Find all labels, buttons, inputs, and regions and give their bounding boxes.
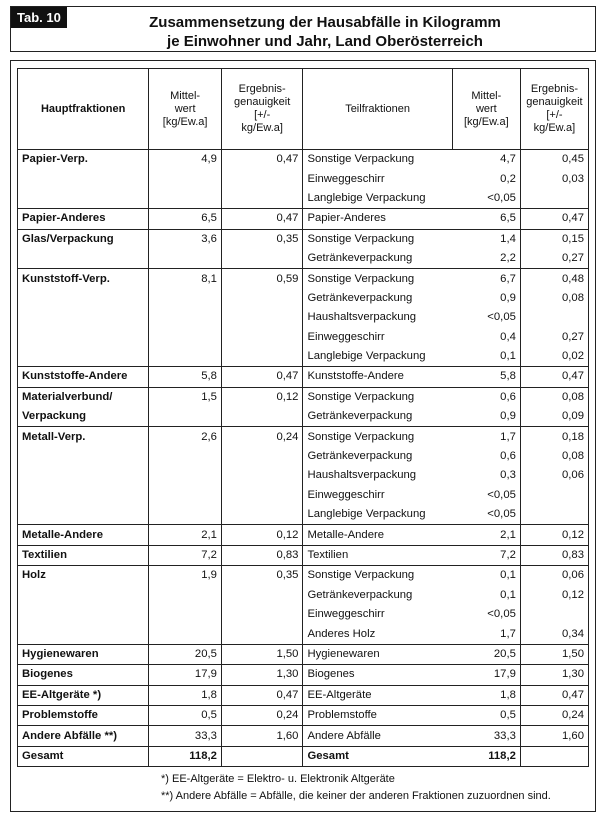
sub-mean-cell: 0,9: [452, 289, 520, 308]
col-genauigkeit-main: Ergebnis- genauigkeit [+/- kg/Ew.a]: [221, 69, 303, 150]
main-mean-cell: [149, 486, 222, 505]
table-row: [18, 229, 589, 249]
sub-mean-cell: 33,3: [452, 726, 520, 746]
main-mean-cell: [149, 586, 222, 605]
main-accuracy-cell: 0,47: [221, 367, 303, 387]
main-mean-cell: 8,1: [149, 269, 222, 289]
sub-accuracy-cell: [520, 505, 588, 525]
title-line-2: je Einwohner und Jahr, Land Oberösterreich: [167, 33, 483, 50]
main-accuracy-cell: 0,47: [221, 150, 303, 170]
main-fraction-cell: [18, 189, 149, 209]
main-fraction-cell: Papier-Anderes: [18, 209, 149, 229]
sub-mean-cell: 2,2: [452, 249, 520, 269]
table-row: [18, 249, 589, 269]
sub-mean-cell: 1,7: [452, 624, 520, 644]
main-accuracy-cell: [221, 249, 303, 269]
table-row: [18, 209, 589, 229]
sub-accuracy-cell: 0,08: [520, 387, 588, 407]
sub-mean-cell: 4,7: [452, 150, 520, 170]
table-row: [18, 447, 589, 466]
main-mean-cell: [149, 466, 222, 485]
sub-accuracy-cell: 0,48: [520, 269, 588, 289]
main-mean-cell: 1,8: [149, 685, 222, 705]
footnote-2: **) Andere Abfälle = Abfälle, die keiner der anderen Fraktionen zuzuordnen sind.: [161, 790, 551, 802]
main-mean-cell: 33,3: [149, 726, 222, 746]
main-mean-cell: [149, 169, 222, 188]
main-fraction-cell: [18, 289, 149, 308]
main-accuracy-cell: 0,12: [221, 387, 303, 407]
waste-composition-table: [17, 68, 589, 767]
table-row: [18, 505, 589, 525]
main-mean-cell: 2,1: [149, 525, 222, 545]
sub-fraction-cell: Haushaltsverpackung: [307, 311, 417, 324]
main-mean-cell: 3,6: [149, 229, 222, 249]
main-fraction-cell: EE-Altgeräte *): [18, 685, 149, 705]
sub-accuracy-cell: 0,08: [520, 447, 588, 466]
main-mean-cell: 0,5: [149, 705, 222, 725]
sub-accuracy-cell: 0,06: [520, 466, 588, 485]
table-row: [18, 624, 589, 644]
main-mean-cell: [149, 347, 222, 367]
sub-fraction-cell: Getränkeverpackung: [307, 291, 413, 304]
sub-accuracy-cell: 0,03: [520, 169, 588, 188]
sub-accuracy-cell: 0,18: [520, 427, 588, 447]
sub-mean-cell: 7,2: [452, 545, 520, 565]
total-row: [18, 746, 589, 766]
main-fraction-cell: Metalle-Andere: [18, 525, 149, 545]
sub-mean-cell: 0,1: [452, 347, 520, 367]
table-row: [18, 586, 589, 605]
main-accuracy-cell: [221, 466, 303, 485]
sub-fraction-cell: Getränkeverpackung: [307, 450, 413, 463]
sub-fraction-cell: Sonstige Verpackung: [303, 566, 452, 586]
main-mean-cell: [149, 289, 222, 308]
table-header-box: [10, 6, 596, 52]
sub-mean-cell: 0,1: [452, 586, 520, 605]
sub-mean-cell: 0,2: [452, 169, 520, 188]
sub-accuracy-cell: 0,47: [520, 367, 588, 387]
main-accuracy-cell: 1,30: [221, 665, 303, 685]
main-accuracy-cell: [221, 169, 303, 188]
sub-mean-cell: <0,05: [452, 189, 520, 209]
table-row: [18, 150, 589, 170]
main-fraction-cell: Metall-Verp.: [18, 427, 149, 447]
sub-mean-cell: 17,9: [452, 665, 520, 685]
main-accuracy-cell: 0,35: [221, 566, 303, 586]
sub-fraction-cell: EE-Altgeräte: [303, 685, 452, 705]
sub-accuracy-cell: [520, 189, 588, 209]
main-mean-cell: 1,9: [149, 566, 222, 586]
table-row: [18, 486, 589, 505]
table-row: [18, 525, 589, 545]
main-mean-cell: [149, 249, 222, 269]
main-accuracy-cell: [221, 407, 303, 427]
main-accuracy-cell: [221, 586, 303, 605]
table-row: [18, 189, 589, 209]
sub-fraction-cell: Sonstige Verpackung: [303, 229, 452, 249]
main-mean-cell: [149, 407, 222, 427]
main-accuracy-cell: [221, 505, 303, 525]
main-fraction-cell: [18, 605, 149, 624]
table-number-label: Tab. 10: [11, 7, 67, 28]
total-accuracy-cell: [221, 746, 303, 766]
sub-accuracy-cell: 0,15: [520, 229, 588, 249]
main-fraction-cell: Glas/Verpackung: [18, 229, 149, 249]
main-accuracy-cell: [221, 289, 303, 308]
main-accuracy-cell: 0,59: [221, 269, 303, 289]
main-accuracy-cell: 0,47: [221, 685, 303, 705]
sub-accuracy-cell: 0,02: [520, 347, 588, 367]
main-accuracy-cell: [221, 605, 303, 624]
sub-fraction-cell: Einweggeschirr: [307, 488, 385, 501]
sub-mean-cell: 1,7: [452, 427, 520, 447]
sub-fraction-cell: Papier-Anderes: [303, 209, 452, 229]
main-accuracy-cell: 0,12: [221, 525, 303, 545]
sub-mean-cell: 0,9: [452, 407, 520, 427]
sub-accuracy-cell: 0,34: [520, 624, 588, 644]
sub-accuracy-cell: 0,83: [520, 545, 588, 565]
main-fraction-cell: [18, 586, 149, 605]
table-row: [18, 466, 589, 485]
main-accuracy-cell: 1,60: [221, 726, 303, 746]
table-title: [11, 13, 595, 51]
sub-accuracy-cell: 0,09: [520, 407, 588, 427]
main-accuracy-cell: [221, 328, 303, 347]
main-mean-cell: [149, 328, 222, 347]
table-row: [18, 308, 589, 327]
sub-accuracy-cell: 0,47: [520, 685, 588, 705]
main-mean-cell: [149, 447, 222, 466]
table-row: [18, 685, 589, 705]
col-mittelwert-main: Mittel- wert [kg/Ew.a]: [149, 69, 222, 150]
table-row: [18, 169, 589, 188]
sub-fraction-cell: Langlebige Verpackung: [307, 508, 426, 521]
total-sub-label-cell: Gesamt: [303, 746, 452, 766]
main-mean-cell: 7,2: [149, 545, 222, 565]
sub-mean-cell: 5,8: [452, 367, 520, 387]
footnote-1: *) EE-Altgeräte = Elektro- u. Elektronik Altgeräte: [161, 773, 395, 785]
table-row: [18, 566, 589, 586]
table-row: [18, 545, 589, 565]
main-fraction-cell: Kunststoffe-Andere: [18, 367, 149, 387]
main-fraction-cell: [18, 447, 149, 466]
sub-mean-cell: <0,05: [452, 308, 520, 327]
main-fraction-cell: [18, 624, 149, 644]
table-row: [18, 269, 589, 289]
sub-fraction-cell: Haushaltsverpackung: [307, 469, 417, 482]
table-header-row: [18, 69, 589, 150]
sub-accuracy-cell: 1,60: [520, 726, 588, 746]
sub-mean-cell: 6,5: [452, 209, 520, 229]
main-accuracy-cell: [221, 347, 303, 367]
main-fraction-cell: Hygienewaren: [18, 644, 149, 664]
sub-fraction-cell: Sonstige Verpackung: [303, 387, 452, 407]
sub-accuracy-cell: 0,47: [520, 209, 588, 229]
main-mean-cell: [149, 605, 222, 624]
sub-fraction-cell: Anderes Holz: [307, 627, 376, 640]
total-sub-mean-cell: 118,2: [452, 746, 520, 766]
sub-mean-cell: 0,5: [452, 705, 520, 725]
main-accuracy-cell: 0,24: [221, 427, 303, 447]
total-sub-accuracy-cell: [520, 746, 588, 766]
sub-fraction-cell: Sonstige Verpackung: [303, 150, 452, 170]
sub-mean-cell: 20,5: [452, 644, 520, 664]
sub-accuracy-cell: [520, 308, 588, 327]
main-fraction-cell: [18, 486, 149, 505]
main-accuracy-cell: 0,35: [221, 229, 303, 249]
footnotes: [161, 771, 551, 805]
sub-mean-cell: 0,6: [452, 387, 520, 407]
table-row: [18, 605, 589, 624]
col-hauptfraktionen: Hauptfraktionen: [18, 69, 149, 150]
sub-fraction-cell: Metalle-Andere: [303, 525, 452, 545]
sub-fraction-cell: Einweggeschirr: [307, 330, 385, 343]
title-line-1: Zusammensetzung der Hausabfälle in Kilogramm: [149, 14, 501, 31]
main-fraction-cell: Materialverbund/: [18, 387, 149, 407]
sub-fraction-cell: Getränkeverpackung: [307, 410, 413, 423]
main-accuracy-cell: [221, 308, 303, 327]
sub-accuracy-cell: 0,06: [520, 566, 588, 586]
sub-fraction-cell: Getränkeverpackung: [307, 588, 413, 601]
main-fraction-cell: [18, 308, 149, 327]
main-mean-cell: [149, 624, 222, 644]
sub-mean-cell: 1,4: [452, 229, 520, 249]
table-row: [18, 644, 589, 664]
sub-accuracy-cell: 0,24: [520, 705, 588, 725]
main-mean-cell: [149, 308, 222, 327]
main-accuracy-cell: [221, 447, 303, 466]
sub-accuracy-cell: 1,30: [520, 665, 588, 685]
main-accuracy-cell: 0,47: [221, 209, 303, 229]
main-fraction-cell: Problemstoffe: [18, 705, 149, 725]
main-fraction-cell: [18, 505, 149, 525]
table-row: [18, 427, 589, 447]
main-mean-cell: 6,5: [149, 209, 222, 229]
table-frame: [10, 60, 596, 812]
table-row: [18, 289, 589, 308]
main-fraction-cell: [18, 328, 149, 347]
main-fraction-cell: Holz: [18, 566, 149, 586]
sub-fraction-cell: Kunststoffe-Andere: [303, 367, 452, 387]
sub-fraction-cell: Langlebige Verpackung: [307, 350, 426, 363]
main-fraction-cell: Biogenes: [18, 665, 149, 685]
sub-mean-cell: 0,3: [452, 466, 520, 485]
sub-mean-cell: <0,05: [452, 505, 520, 525]
main-fraction-cell: [18, 169, 149, 188]
main-accuracy-cell: [221, 486, 303, 505]
main-mean-cell: 20,5: [149, 644, 222, 664]
sub-fraction-cell: Getränkeverpackung: [307, 252, 413, 265]
total-mean-cell: 118,2: [149, 746, 222, 766]
sub-accuracy-cell: [520, 605, 588, 624]
sub-accuracy-cell: 0,12: [520, 525, 588, 545]
sub-fraction-cell: Einweggeschirr: [307, 608, 385, 621]
main-fraction-cell: [18, 466, 149, 485]
main-mean-cell: [149, 505, 222, 525]
sub-mean-cell: 0,4: [452, 328, 520, 347]
sub-fraction-cell: Langlebige Verpackung: [307, 191, 426, 204]
table-row: [18, 347, 589, 367]
table-row: [18, 726, 589, 746]
table-body: [18, 150, 589, 767]
table-row: [18, 367, 589, 387]
main-fraction-cell: [18, 249, 149, 269]
sub-fraction-cell: Biogenes: [303, 665, 452, 685]
main-mean-cell: 17,9: [149, 665, 222, 685]
main-mean-cell: 1,5: [149, 387, 222, 407]
col-mittelwert-sub: Mittel- wert [kg/Ew.a]: [452, 69, 520, 150]
col-genauigkeit-sub: Ergebnis- genauigkeit [+/- kg/Ew.a]: [520, 69, 588, 150]
sub-accuracy-cell: 0,27: [520, 328, 588, 347]
sub-fraction-cell: Hygienewaren: [303, 644, 452, 664]
sub-mean-cell: 0,1: [452, 566, 520, 586]
main-mean-cell: 5,8: [149, 367, 222, 387]
sub-fraction-cell: Problemstoffe: [303, 705, 452, 725]
sub-accuracy-cell: 0,12: [520, 586, 588, 605]
sub-fraction-cell: Einweggeschirr: [307, 172, 385, 185]
main-mean-cell: 4,9: [149, 150, 222, 170]
sub-fraction-cell: Andere Abfälle: [303, 726, 452, 746]
main-fraction-cell: Kunststoff-Verp.: [18, 269, 149, 289]
main-fraction-cell: [18, 347, 149, 367]
sub-mean-cell: 6,7: [452, 269, 520, 289]
sub-fraction-cell: Sonstige Verpackung: [303, 427, 452, 447]
sub-mean-cell: 0,6: [452, 447, 520, 466]
table-row: [18, 387, 589, 407]
main-fraction-cell: Andere Abfälle **): [18, 726, 149, 746]
main-accuracy-cell: [221, 624, 303, 644]
sub-mean-cell: 2,1: [452, 525, 520, 545]
sub-fraction-cell: Textilien: [303, 545, 452, 565]
main-mean-cell: 2,6: [149, 427, 222, 447]
total-label-cell: Gesamt: [18, 746, 149, 766]
sub-mean-cell: <0,05: [452, 486, 520, 505]
col-teilfraktionen: Teilfraktionen: [303, 69, 452, 150]
main-mean-cell: [149, 189, 222, 209]
table-row: [18, 328, 589, 347]
sub-accuracy-cell: 0,08: [520, 289, 588, 308]
sub-mean-cell: <0,05: [452, 605, 520, 624]
main-fraction-cell: Textilien: [18, 545, 149, 565]
main-accuracy-cell: 1,50: [221, 644, 303, 664]
main-accuracy-cell: 0,83: [221, 545, 303, 565]
main-accuracy-cell: [221, 189, 303, 209]
main-accuracy-cell: 0,24: [221, 705, 303, 725]
table-row: [18, 705, 589, 725]
main-fraction-cell: Verpackung: [18, 407, 149, 427]
table-row: [18, 407, 589, 427]
sub-accuracy-cell: [520, 486, 588, 505]
sub-fraction-cell: Sonstige Verpackung: [303, 269, 452, 289]
sub-accuracy-cell: 1,50: [520, 644, 588, 664]
table-row: [18, 665, 589, 685]
sub-accuracy-cell: 0,45: [520, 150, 588, 170]
main-fraction-cell: Papier-Verp.: [18, 150, 149, 170]
sub-accuracy-cell: 0,27: [520, 249, 588, 269]
sub-mean-cell: 1,8: [452, 685, 520, 705]
